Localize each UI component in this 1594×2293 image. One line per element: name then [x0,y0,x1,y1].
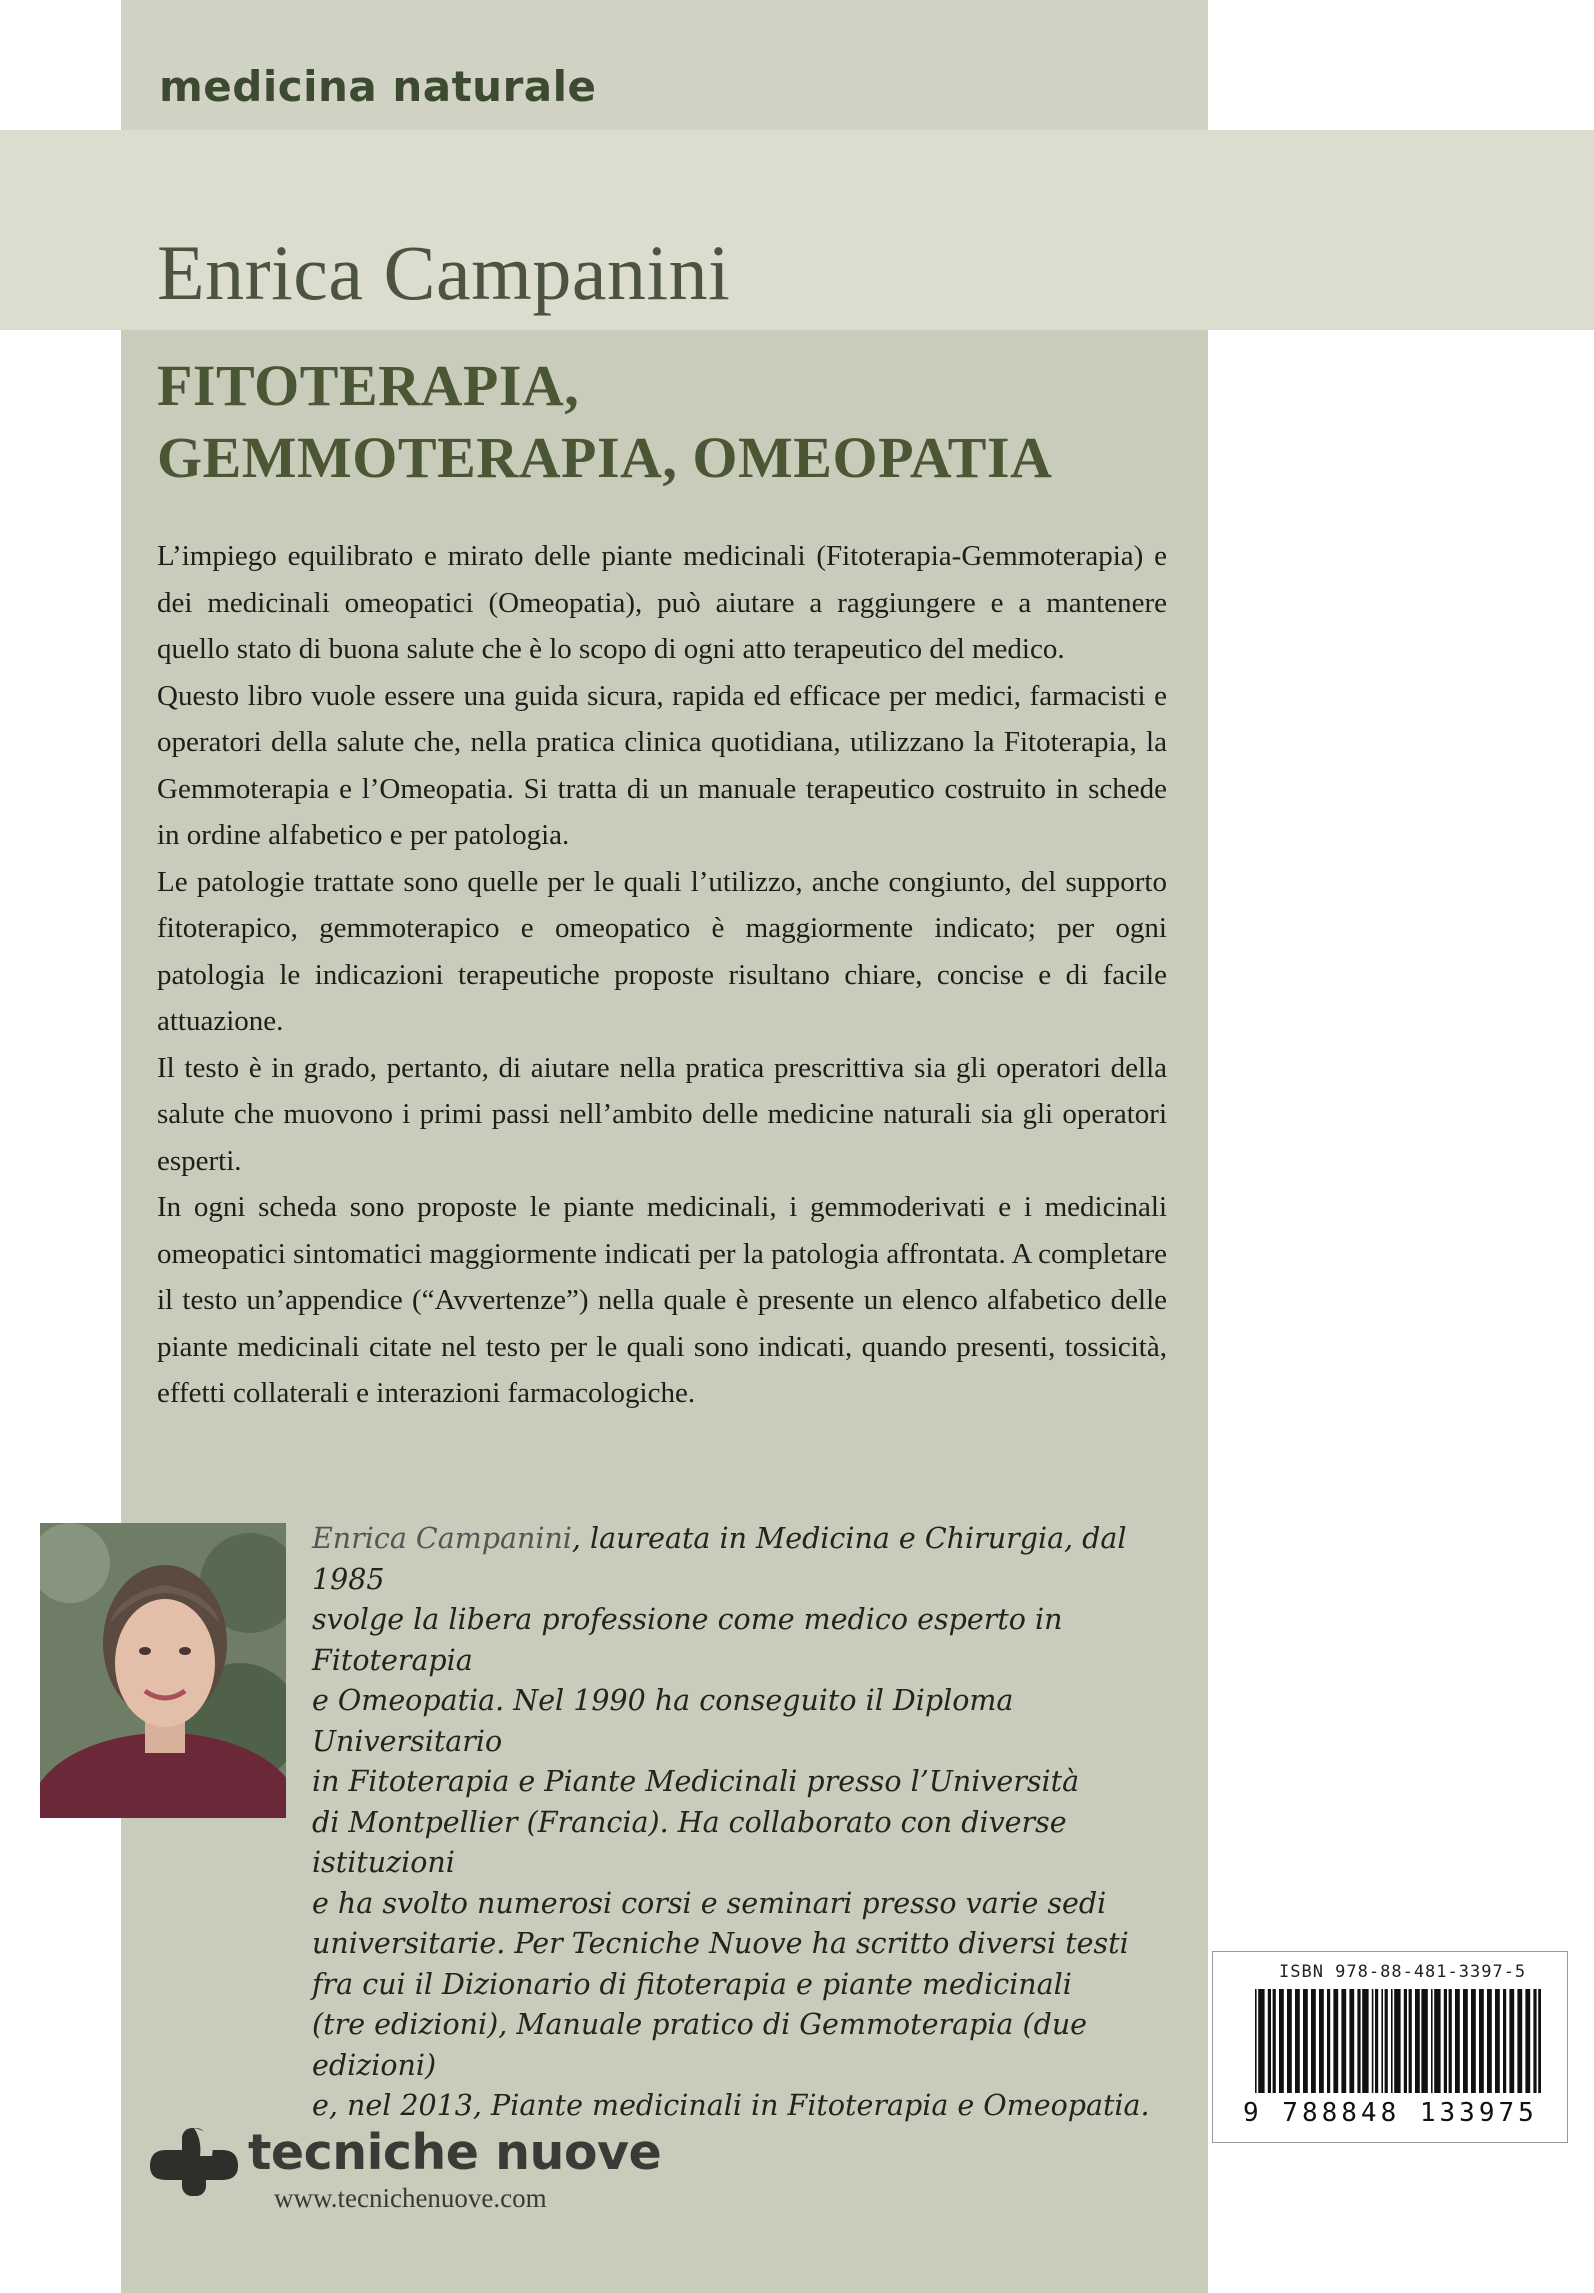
barcode-bar [1287,1989,1292,2093]
barcode-bar [1333,1989,1338,2093]
back-cover-blurb [157,533,1167,1417]
bio-line: universitarie. Per Tecniche Nuove ha scritto diversi testi [312,1927,1129,1960]
publisher-name: tecniche nuove [248,2124,662,2181]
barcode-bar [1421,1989,1427,2093]
barcode-bar [1471,1989,1476,2093]
ean-number: 9 788848 133975 [1243,2098,1538,2128]
blurb-paragraph: Le patologie trattate sono quelle per le quali l’utilizzo, anche congiunto, del supporto fitoterapico, gemmoterapico e omeopatico è maggiormente indicato; per ogni patologia le indicazioni terapeutiche proposte risultano chiare, concise e di facile attuazione. [157,865,1167,1037]
barcode-bar [1295,1989,1300,2093]
barcode-bar [1495,1989,1500,2093]
bio-line: (tre edizioni), Manuale pratico di Gemmoterapia (due edizioni) [312,2008,1088,2082]
barcode-bar [1349,1989,1354,2093]
book-title [157,350,1052,494]
blurb-paragraph: Il testo è in grado, pertanto, di aiutare nella pratica prescrittiva sia gli operatori della salute che muovono i primi passi nell’ambito delle medicine naturali sia gli operatori esperti. [157,1051,1167,1177]
bio-line: di Montpellier (Francia). Ha collaborato con diverse istituzioni [312,1805,1067,1879]
tecniche-nuove-logo-icon [146,2122,246,2202]
barcode-bar [1362,1989,1368,2093]
barcode-bar [1375,1989,1378,2093]
barcode-bar [1415,1989,1420,2093]
barcode-bar [1487,1989,1492,2093]
barcode-bar [1303,1989,1308,2093]
bio-line: fra cui il Dizionario di fitoterapia e piante medicinali [312,1967,1072,2001]
barcode-bar [1525,1989,1530,2093]
barcode-bar [1255,1989,1257,2093]
barcode-bar [1533,1989,1536,2093]
barcode-bar [1455,1989,1460,2093]
isbn-number: ISBN 978-88-481-3397-5 [1279,1962,1527,1982]
barcode-bar [1434,1989,1440,2093]
bio-line: svolge la libera professione come medico esperto in Fitoterapia [312,1603,1063,1677]
barcode-bar [1538,1989,1541,2093]
barcode-bar [1449,1989,1452,2093]
barcode-bar [1385,1989,1388,2093]
barcode-bar [1391,1989,1393,2093]
barcode-bar [1463,1989,1468,2093]
barcode-bar [1372,1989,1374,2093]
barcode-bar [1357,1989,1360,2093]
series-name: medicina naturale [159,62,597,111]
barcode-bar [1394,1989,1400,2093]
barcode-bar [1503,1989,1506,2093]
book-title-line-1: FITOTERAPIA, [157,353,580,418]
blurb-paragraph: In ogni scheda sono proposte le piante medicinali, i gemmoderivati e i medicinali omeopatici sintomatici maggiormente indicati per la patologia affrontata. A completare il testo un’appendice (“Avvertenze”) nella quale è presente un elenco alfabetico delle piante medicinali citate nel testo per le quali sono indicati, quando presenti, tossicità, effetti collaterali e interazioni farmacologiche. [157,1191,1167,1409]
author-bio [312,1519,1192,2127]
bio-line: in Fitoterapia e Piante Medicinali presso l’Università [312,1765,1080,1798]
barcode-bar [1327,1989,1330,2093]
barcode-bar [1268,1989,1271,2093]
barcode-bar [1279,1989,1284,2093]
bio-author-name: Enrica Campanini [312,1522,572,1555]
author-name: Enrica Campanini [157,229,731,316]
barcode-bar [1509,1989,1514,2093]
barcode-bar [1381,1989,1383,2093]
bio-line: , laureata in Medicina e Chirurgia, dal 1985 [312,1522,1127,1596]
barcode-icon [1255,1989,1541,2093]
blurb-paragraph: L’impiego equilibrato e mirato delle piante medicinali (Fitoterapia-Gemmoterapia) e dei medicinali omeopatici (Omeopatia), può aiutare a raggiungere e a mantenere quello stato di buona salute che è lo scopo di ogni atto terapeutico del medico. [157,540,1167,665]
barcode-bar [1431,1989,1433,2093]
barcode-bar [1341,1989,1346,2093]
barcode-bar [1517,1989,1522,2093]
author-portrait-icon [40,1523,286,1818]
book-title-line-2: GEMMOTERAPIA, OMEOPATIA [157,425,1053,490]
barcode-bar [1479,1989,1484,2093]
barcode-bar [1404,1989,1407,2093]
barcode-bar [1311,1989,1316,2093]
bio-line: e Omeopatia. Nel 1990 ha conseguito il Diploma Universitario [312,1684,1014,1758]
barcode-bar [1319,1989,1324,2093]
blurb-paragraph: Questo libro vuole essere una guida sicura, rapida ed efficace per medici, farmacisti e operatori della salute che, nella pratica clinica quotidiana, utilizzano la Fitoterapia, la Gemmoterapia e l’Omeopatia. Si tratta di un manuale terapeutico costruito in schede in ordine alfabetico e per patologia. [157,679,1167,851]
bio-line: e ha svolto numerosi corsi e seminari presso varie sedi [312,1886,1107,1920]
bio-line: e, nel 2013, Piante medicinali in Fitoterapia e Omeopatia. [312,2089,1150,2122]
barcode-bar [1409,1989,1412,2093]
barcode-bar [1273,1989,1276,2093]
barcode-bar [1444,1989,1447,2093]
publisher-url: www.tecnichenuove.com [274,2183,547,2213]
barcode-bar [1258,1989,1264,2093]
author-photo [40,1523,286,1818]
